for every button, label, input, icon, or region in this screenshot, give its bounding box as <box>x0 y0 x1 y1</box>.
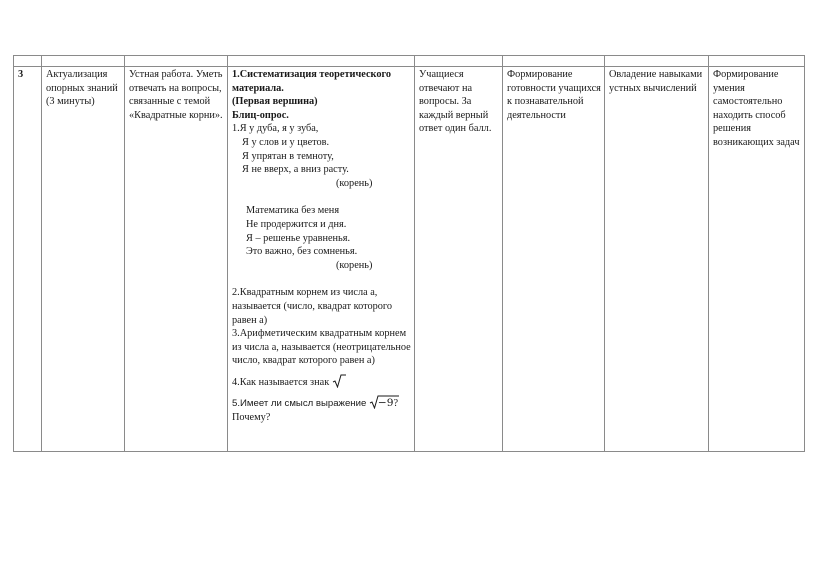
riddle-line: Это важно, без сомненья. <box>246 246 358 258</box>
riddle-answer: (корень) <box>336 259 373 271</box>
table-cell <box>605 56 709 67</box>
content-heading: 1.Систематизация теоретического материала. <box>232 69 392 94</box>
question-5-why: Почему? <box>232 412 271 424</box>
question-2: 2.Квадратным корнем из числа а, называется (число, квадрат которого равен а) <box>232 287 393 326</box>
question-4 <box>232 374 411 390</box>
riddle-line: 1.Я у дуба, я у зуба, <box>232 123 319 135</box>
table-cell <box>415 56 503 67</box>
table-cell <box>42 56 125 67</box>
riddle-line: Я – решенье уравненья. <box>246 232 351 244</box>
table-cell <box>125 56 228 67</box>
table-cell <box>14 56 42 67</box>
riddle-line: Математика без меня <box>246 205 340 217</box>
riddle-line: Я не вверх, а вниз расту. <box>242 164 349 176</box>
formation-cell: Формирование готовности учащихся к познавательной деятельности <box>503 67 605 452</box>
riddle-line: Не продержится и дня. <box>246 218 347 230</box>
lesson-plan-table <box>13 55 805 452</box>
content-subheading: (Первая вершина) <box>232 96 318 108</box>
blitz-label: Блиц-опрос. <box>232 109 289 121</box>
riddle-answer: (корень) <box>336 177 373 189</box>
method-cell: Устная работа. Уметь отвечать на вопросы, связанные с темой «Квадратные корни». <box>125 67 228 452</box>
riddle-line: Я упрятан в темноту, <box>242 150 334 162</box>
formation-skill-cell: Формирование умения самостоятельно находить способ решения возникающих задач <box>709 67 805 452</box>
question-3: 3.Арифметическим квадратным корнем из числа а, называется (неотрицательное число, квадрат которого равен а) <box>232 328 411 367</box>
table-cell <box>709 56 805 67</box>
table-row <box>14 67 805 452</box>
riddle-line: Я у слов и у цветов. <box>242 136 330 148</box>
question-5 <box>232 395 411 411</box>
question-5-expression: −9 <box>377 397 394 410</box>
content-cell <box>228 67 415 452</box>
table-cell <box>503 56 605 67</box>
stage-cell: Актуализация опорных знаний (3 минуты) <box>42 67 125 452</box>
mastery-cell: Овладение навыками устных вычислений <box>605 67 709 452</box>
table-header-row <box>14 56 805 67</box>
students-cell: Учащиеся отвечают на вопросы. За каждый верный ответ один балл. <box>415 67 503 452</box>
table-cell <box>228 56 415 67</box>
row-number: 3 <box>14 67 42 452</box>
square-root-icon <box>332 374 346 388</box>
question-4-text: 4.Как называется знак <box>232 376 330 388</box>
question-5-text: 5.Имеет ли смысл выражение <box>232 398 367 410</box>
question-5-end: ? <box>393 398 399 410</box>
